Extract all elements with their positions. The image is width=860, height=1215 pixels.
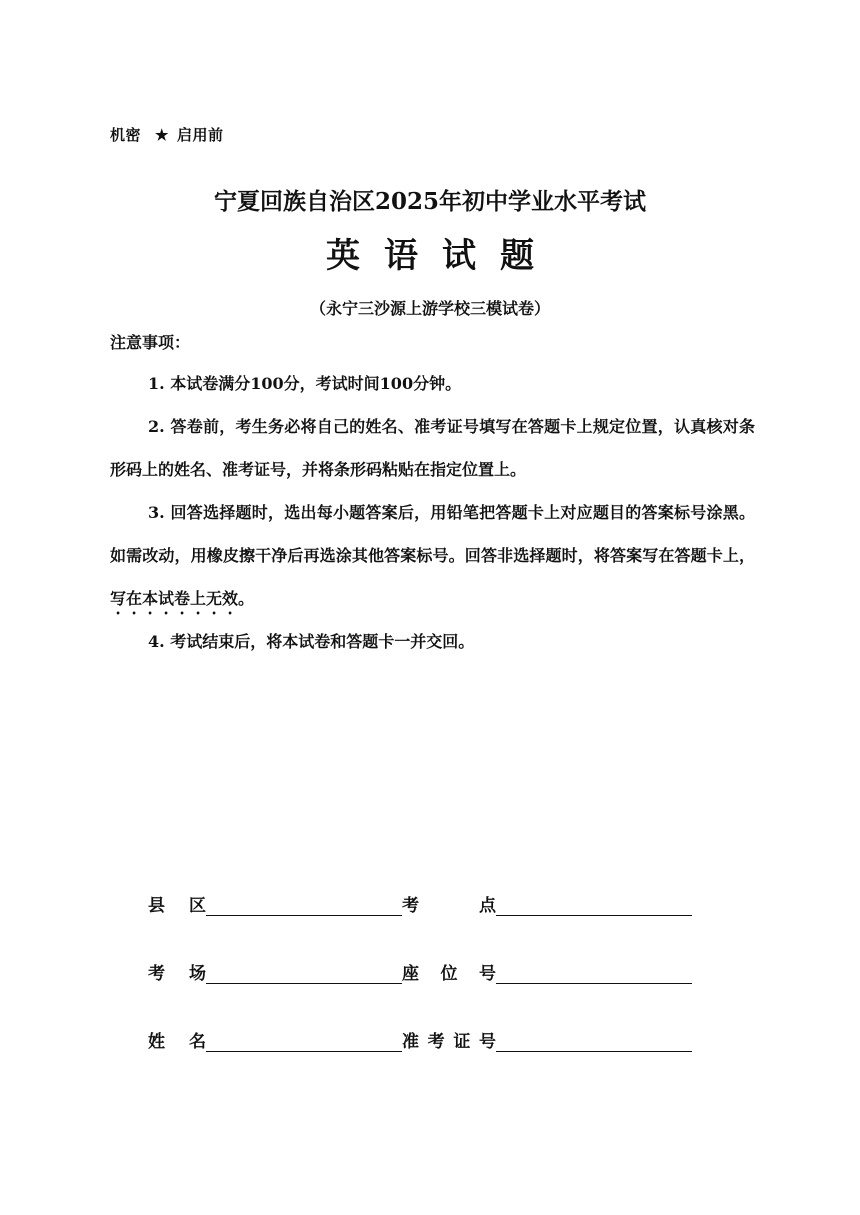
name-field (148, 1027, 402, 1052)
exam-room-label (148, 959, 206, 984)
school-title: （永宁三沙源上游学校三模试卷） (309, 299, 550, 318)
label-char: 姓 (148, 1032, 165, 1052)
county-label (148, 891, 206, 916)
label-char: 点 (479, 896, 496, 916)
subject-title: 英语试题 (326, 236, 558, 276)
note-item: 4. 考试结束后，将本试卷和答题卡一并交回。 (148, 632, 475, 651)
label-char: 考 (427, 1032, 445, 1052)
before-use-label: 启用前 (176, 126, 224, 144)
exam-site-label (402, 891, 496, 916)
county-field (148, 891, 402, 916)
label-char: 名 (189, 1032, 206, 1052)
note-item (110, 491, 755, 620)
exam-room-input-line[interactable] (206, 965, 402, 984)
seat-number-field (402, 959, 692, 984)
star-icon: ★ (155, 126, 169, 144)
notes-heading: 注意事项： (110, 333, 191, 352)
exam-room-field (148, 959, 402, 984)
candidate-info-form (148, 848, 708, 1052)
name-input-line[interactable] (206, 1033, 402, 1052)
label-char: 场 (189, 964, 206, 984)
label-char: 考 (402, 896, 419, 916)
confidential-mark (110, 124, 223, 145)
field-row (148, 848, 708, 916)
label-char: 号 (479, 964, 496, 984)
field-row (148, 984, 708, 1052)
exam-title: 宁夏回族自治区2025年初中学业水平考试 (213, 188, 646, 215)
seat-number-input-line[interactable] (496, 965, 692, 984)
label-char: 区 (189, 896, 206, 916)
admission-number-input-line[interactable] (496, 1033, 692, 1052)
note-item: 1. 本试卷满分100分，考试时间100分钟。 (148, 374, 462, 393)
label-char: 位 (440, 964, 458, 984)
label-char: 号 (478, 1032, 496, 1052)
admission-number-field (402, 1027, 692, 1052)
county-input-line[interactable] (206, 897, 402, 916)
note-text: 3. 回答选择题时，选出每小题答案后，用铅笔把答题卡上对应题目的答案标号涂黑。如需改动，用橡皮擦干净后再选涂其他答案标号。回答非选择题时，将答案写在答题卡上， (110, 503, 755, 565)
label-char: 考 (148, 964, 165, 984)
notes-list (110, 362, 755, 663)
confidential-label: 机密 (110, 126, 142, 144)
seat-number-label (402, 959, 496, 984)
label-char: 座 (402, 964, 419, 984)
field-row (148, 916, 708, 984)
exam-site-input-line[interactable] (496, 897, 692, 916)
label-char: 准 (402, 1032, 419, 1052)
exam-site-field (402, 891, 692, 916)
label-char: 证 (453, 1032, 471, 1052)
emphasized-text: 写在本试卷上无效 (110, 589, 239, 608)
note-item: 2. 答卷前，考生务必将自己的姓名、准考证号填写在答题卡上规定位置，认真核对条形码上的姓名、准考证号，并将条形码粘贴在指定位置上。 (110, 417, 755, 479)
label-char: 县 (148, 896, 165, 916)
note-text-end: 。 (238, 589, 255, 608)
name-label (148, 1027, 206, 1052)
admission-number-label (402, 1027, 496, 1052)
